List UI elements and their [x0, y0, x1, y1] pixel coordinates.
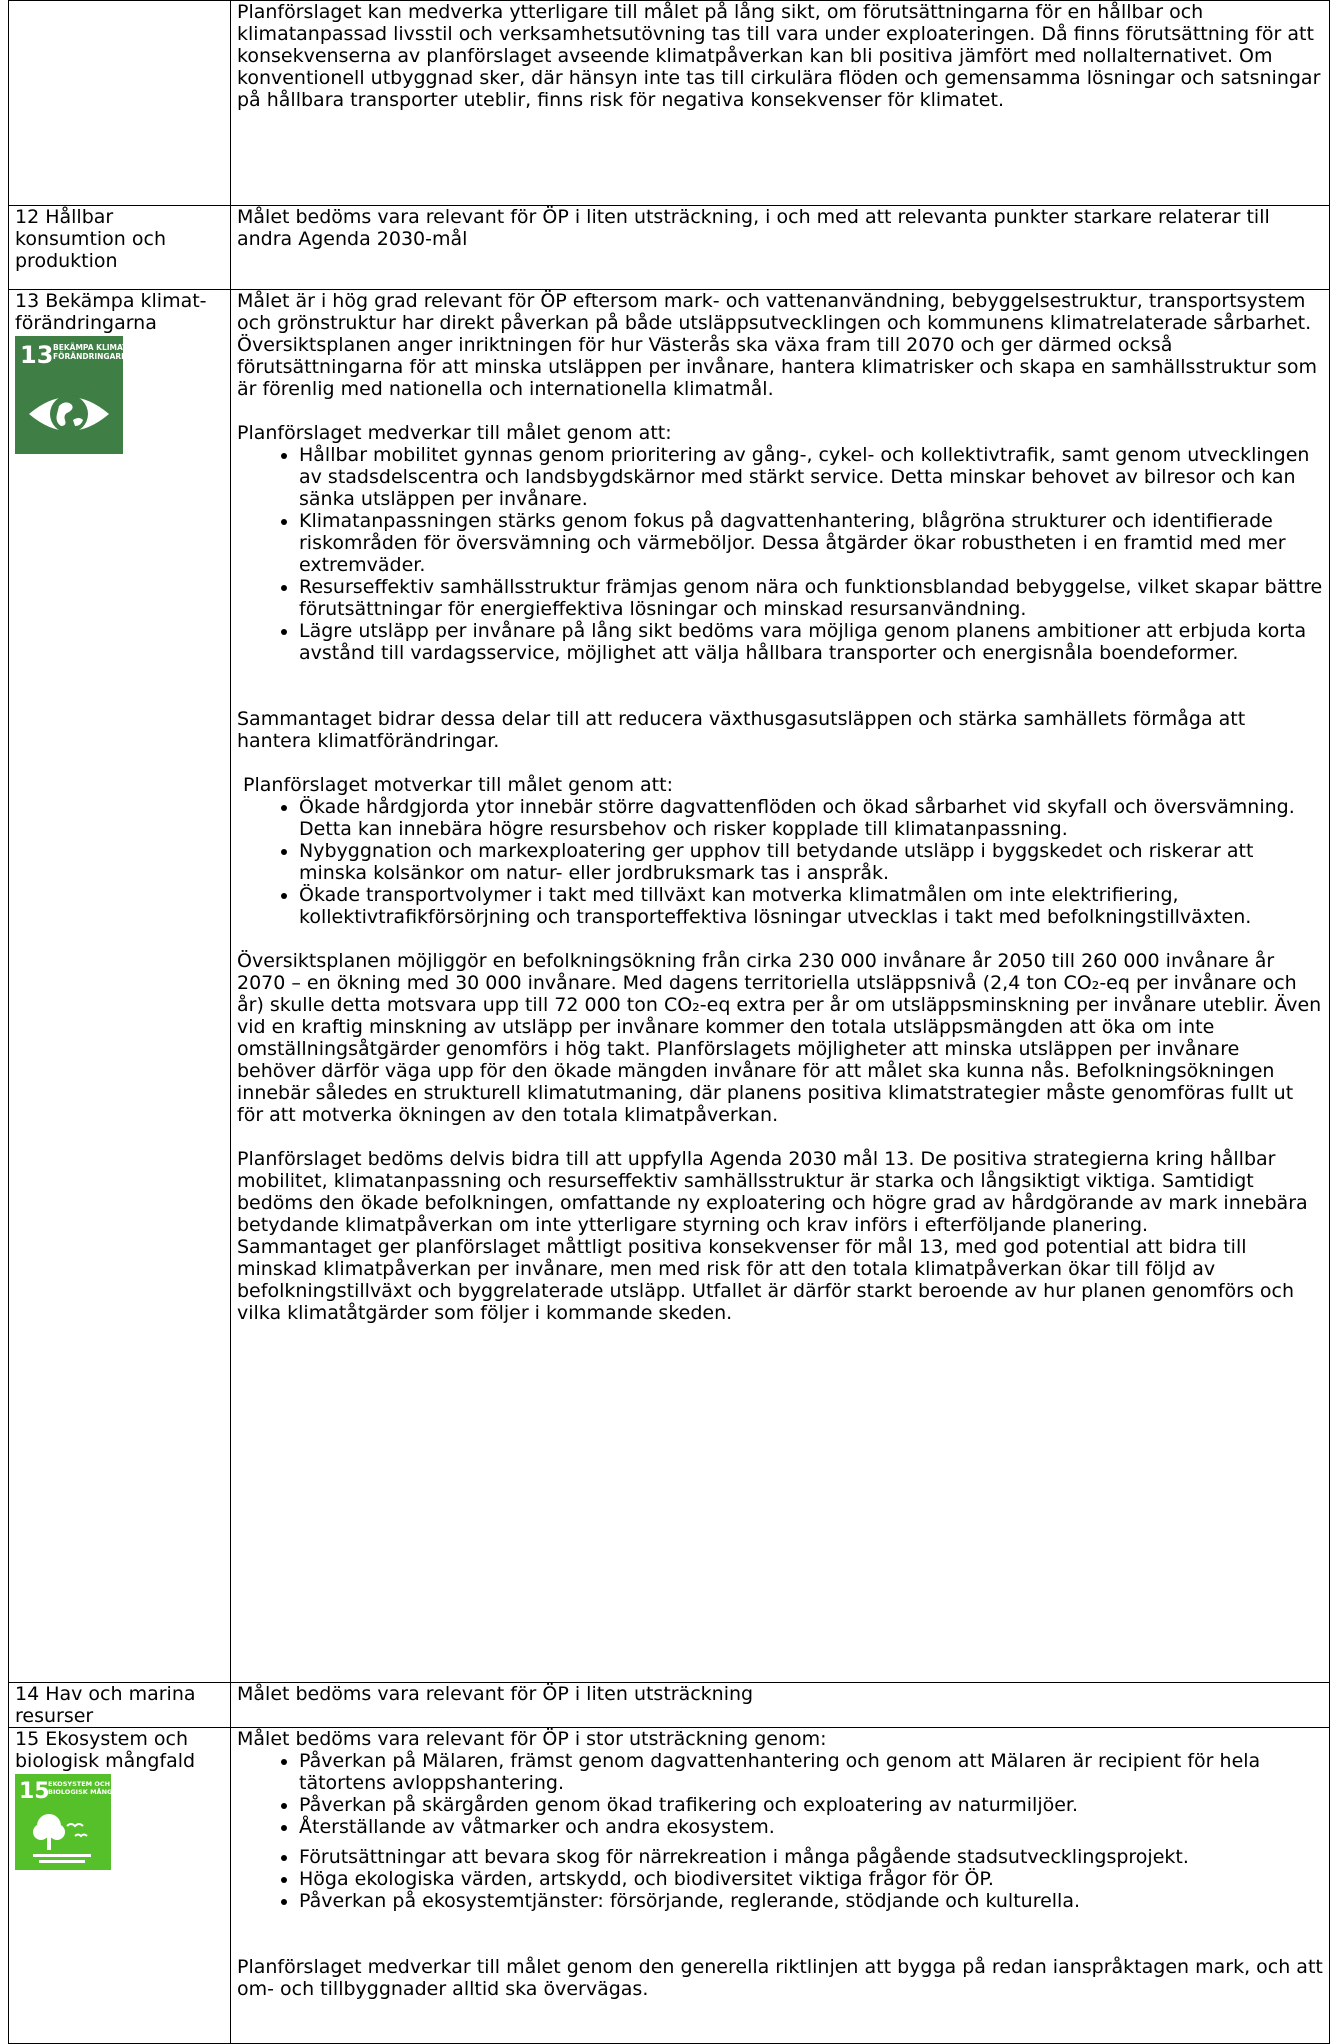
list-item: • Påverkan på Mälaren, främst genom dagvattenhantering och genom att Mälaren är recipient för hela tätortens avloppshantering.: [299, 1750, 1323, 1794]
goal-13-conclusion: Sammantaget ger planförslaget måttligt positiva konsekvenser för mål 13, med god potential att bidra till minskad klimatpåverkan per invånare, men med risk för att den totala klimatpåverkan ökar till följd av befolkningstillväxt och byggrelaterade utsläpp. Utfallet är därför starkt beroende av hur planen genomförs och vilka klimatåtgärder som följer i kommande skeden.: [237, 1236, 1294, 1324]
goal-15-heading: Målet bedöms vara relevant för ÖP i stor utsträckning genom:: [237, 1728, 827, 1750]
goal-15-list-a: [237, 1750, 1323, 1838]
goal-label-cell: [9, 1, 231, 206]
sdg-13-title-line1: BEKÄMPA KLIMAT-: [53, 343, 130, 352]
goal-13-label: 13 Bekämpa klimat-förändringarna: [15, 290, 207, 334]
goal-14-label: 14 Hav och marina resurser: [9, 1683, 231, 1728]
goal-13-negative-list: [237, 796, 1323, 928]
list-item: • Ökade transportvolymer i takt med tillväxt kan motverka klimatmålen om inte elektrifiering, kollektivtrafikförsörjning och transporteffektiva lösningar utvecklas i takt med befolkningstillväxten.: [299, 884, 1323, 928]
goal-15-closing: Planförslaget medverkar till målet genom den generella riktlinjen att bygga på redan ianspråktagen mark, och att om- och tillbyggnader alltid ska övervägas.: [237, 1956, 1323, 2000]
sdg-13-title-line2: FÖRÄNDRINGARNA: [53, 352, 134, 361]
sdg-15-number: 15: [19, 1779, 50, 1804]
sdg-assessment-table: [8, 0, 1330, 2044]
list-item: • Påverkan på ekosystemtjänster: försörjande, reglerande, stödjande och kulturella.: [299, 1890, 1323, 1912]
goal-13-population-paragraph: Översiktsplanen möjliggör en befolkningsökning från cirka 230 000 invånare år 2050 till 260 000 invånare år 2070 – en ökning med 30 000 invånare. Med dagens territoriella utsläppsnivå (2,4 ton CO₂-eq per invånare och år) skulle detta motsvara upp till 72 000 ton CO₂-eq extra per år om utsläppsminskning per invånare uteblir. Även vid en kraftig minskning av utsläpp per invånare kommer den totala utsläppsmängden att öka om inte omställningsåtgärder genomförs i hög takt. Planförslagets möjligheter att minska utsläppen per invånare behöver därför väga upp för den ökade mängden invånare för att målet ska kunna nås. Befolkningsökningen innebär således en strukturell klimatutmaning, där planens positiva klimatstrategier måste genomföras fullt ut för att motverka ökningen av den totala klimatpåverkan.: [237, 950, 1322, 1126]
sdg-13-number: 13: [20, 341, 54, 369]
goal-13-negative-heading: Planförslaget motverkar till målet genom att:: [237, 774, 673, 796]
goal-12-text: Målet bedöms vara relevant för ÖP i liten utsträckning, i och med att relevanta punkter starkare relaterar till andra Agenda 2030-mål: [231, 206, 1330, 290]
assessment-cell: [231, 1, 1330, 206]
sdg-15-badge: [15, 1774, 131, 1870]
goal-15-assessment: [231, 1728, 1330, 2044]
goal-13-intro: Målet är i hög grad relevant för ÖP eftersom mark- och vattenanvändning, bebyggelsestruktur, transportsystem och grönstruktur har direkt påverkan på både utsläppsutvecklingen och kommunens klimatrelaterade sårbarhet. Översiktsplanen anger inriktningen för hur Västerås ska växa fram till 2070 och ger därmed också förutsättningarna för att minska utsläppen per invånare, hantera klimatrisker och skapa en samhällsstruktur som är förenlig med nationella och internationella klimatmål.: [237, 290, 1318, 400]
table-row: [9, 1728, 1330, 2044]
list-item: • Nybyggnation och markexploatering ger upphov till betydande utsläpp i byggskedet och riskerar att minska kolsänkor om natur- eller jordbruksmark tas i anspråk.: [299, 840, 1323, 884]
list-item: • Höga ekologiska värden, artskydd, och biodiversitet viktiga frågor för ÖP.: [299, 1868, 1323, 1890]
list-item: • Ökade hårdgjorda ytor innebär större dagvattenflöden och ökad sårbarhet vid skyfall och översvämning. Detta kan innebära högre resursbehov och risker kopplade till klimatanpassning.: [299, 796, 1323, 840]
goal-15-list-b: [237, 1846, 1323, 1912]
goal-13-positive-list: [237, 444, 1323, 664]
list-item: • Hållbar mobilitet gynnas genom prioritering av gång-, cykel- och kollektivtrafik, samt genom utvecklingen av stadsdelscentra och landsbygdskärnor med stärkt service. Detta minskar behovet av bilresor och kan sänka utsläppen per invånare.: [299, 444, 1323, 510]
table-row: [9, 206, 1330, 290]
table-row: [9, 290, 1330, 1683]
sdg-13-badge: [15, 336, 134, 454]
goal-14-text: Målet bedöms vara relevant för ÖP i liten utsträckning: [231, 1683, 1330, 1728]
goal-label-cell: [9, 290, 231, 1683]
list-item: • Lägre utsläpp per invånare på lång sikt bedöms vara möjliga genom planens ambitioner att erbjuda korta avstånd till vardagsservice, möjlighet att välja hållbara transporter och energisnåla boendeformer.: [299, 620, 1323, 664]
list-item: • Resurseffektiv samhällsstruktur främjas genom nära och funktionsblandad bebyggelse, vilket skapar bättre förutsättningar för energieffektiva lösningar och minskad resursanvändning.: [299, 576, 1323, 620]
goal-13-assessment-paragraph: Planförslaget bedöms delvis bidra till att uppfylla Agenda 2030 mål 13. De positiva strategierna kring hållbar mobilitet, klimatanpassning och resurseffektiv samhällsstruktur är starka och långsiktigt viktiga. Samtidigt bedöms den ökade befolkningen, omfattande ny exploatering och högre grad av hårdgörande av mark innebära betydande klimatpåverkan om inte ytterligare styrning och krav införs i efterföljande planering.: [237, 1148, 1308, 1236]
sdg-15-title-line1: EKOSYSTEM OCH: [48, 1780, 111, 1788]
goal-13-summary: Sammantaget bidrar dessa delar till att reducera växthusgasutsläppen och stärka samhällets förmåga att hantera klimatförändringar.: [237, 708, 1246, 752]
table-row: [9, 1683, 1330, 1728]
goal-label-cell: [9, 1728, 231, 2044]
goal-11-continuation-text: Planförslaget kan medverka ytterligare till målet på lång sikt, om förutsättningarna för en hållbar och klimatanpassad livsstil och verksamhetsutövning tas till vara under exploateringen. Då finns förutsättning för att konsekvenserna av planförslaget avseende klimatpåverkan kan bli positiva jämfört med nollalternativet. Om konventionell utbyggnad sker, där hänsyn inte tas till cirkulära flöden och gemensamma lösningar och satsningar på hållbara transporter uteblir, finns risk för negativa konsekvenser för klimatet.: [237, 1, 1321, 111]
list-item: • Förutsättningar att bevara skog för närrekreation i många pågående stadsutvecklingsprojekt.: [299, 1846, 1323, 1868]
list-item: • Påverkan på skärgården genom ökad trafikering och exploatering av naturmiljöer.: [299, 1794, 1323, 1816]
goal-13-positive-heading: Planförslaget medverkar till målet genom att:: [237, 422, 672, 444]
sdg-15-title-line2: BIOLOGISK MÅNGFALD: [48, 1788, 131, 1796]
goal-12-label: 12 Hållbar konsumtion och produktion: [9, 206, 231, 290]
table-row: [9, 1, 1330, 206]
goal-15-label: 15 Ekosystem och biologisk mångfald: [15, 1728, 196, 1772]
list-item: • Klimatanpassningen stärks genom fokus på dagvattenhantering, blågröna strukturer och identifierade riskområden för översvämning och värmeböljor. Dessa åtgärder ökar robustheten i en framtid med mer extremväder.: [299, 510, 1323, 576]
goal-13-assessment: [231, 290, 1330, 1683]
list-item: • Återställande av våtmarker och andra ekosystem.: [299, 1816, 1323, 1838]
